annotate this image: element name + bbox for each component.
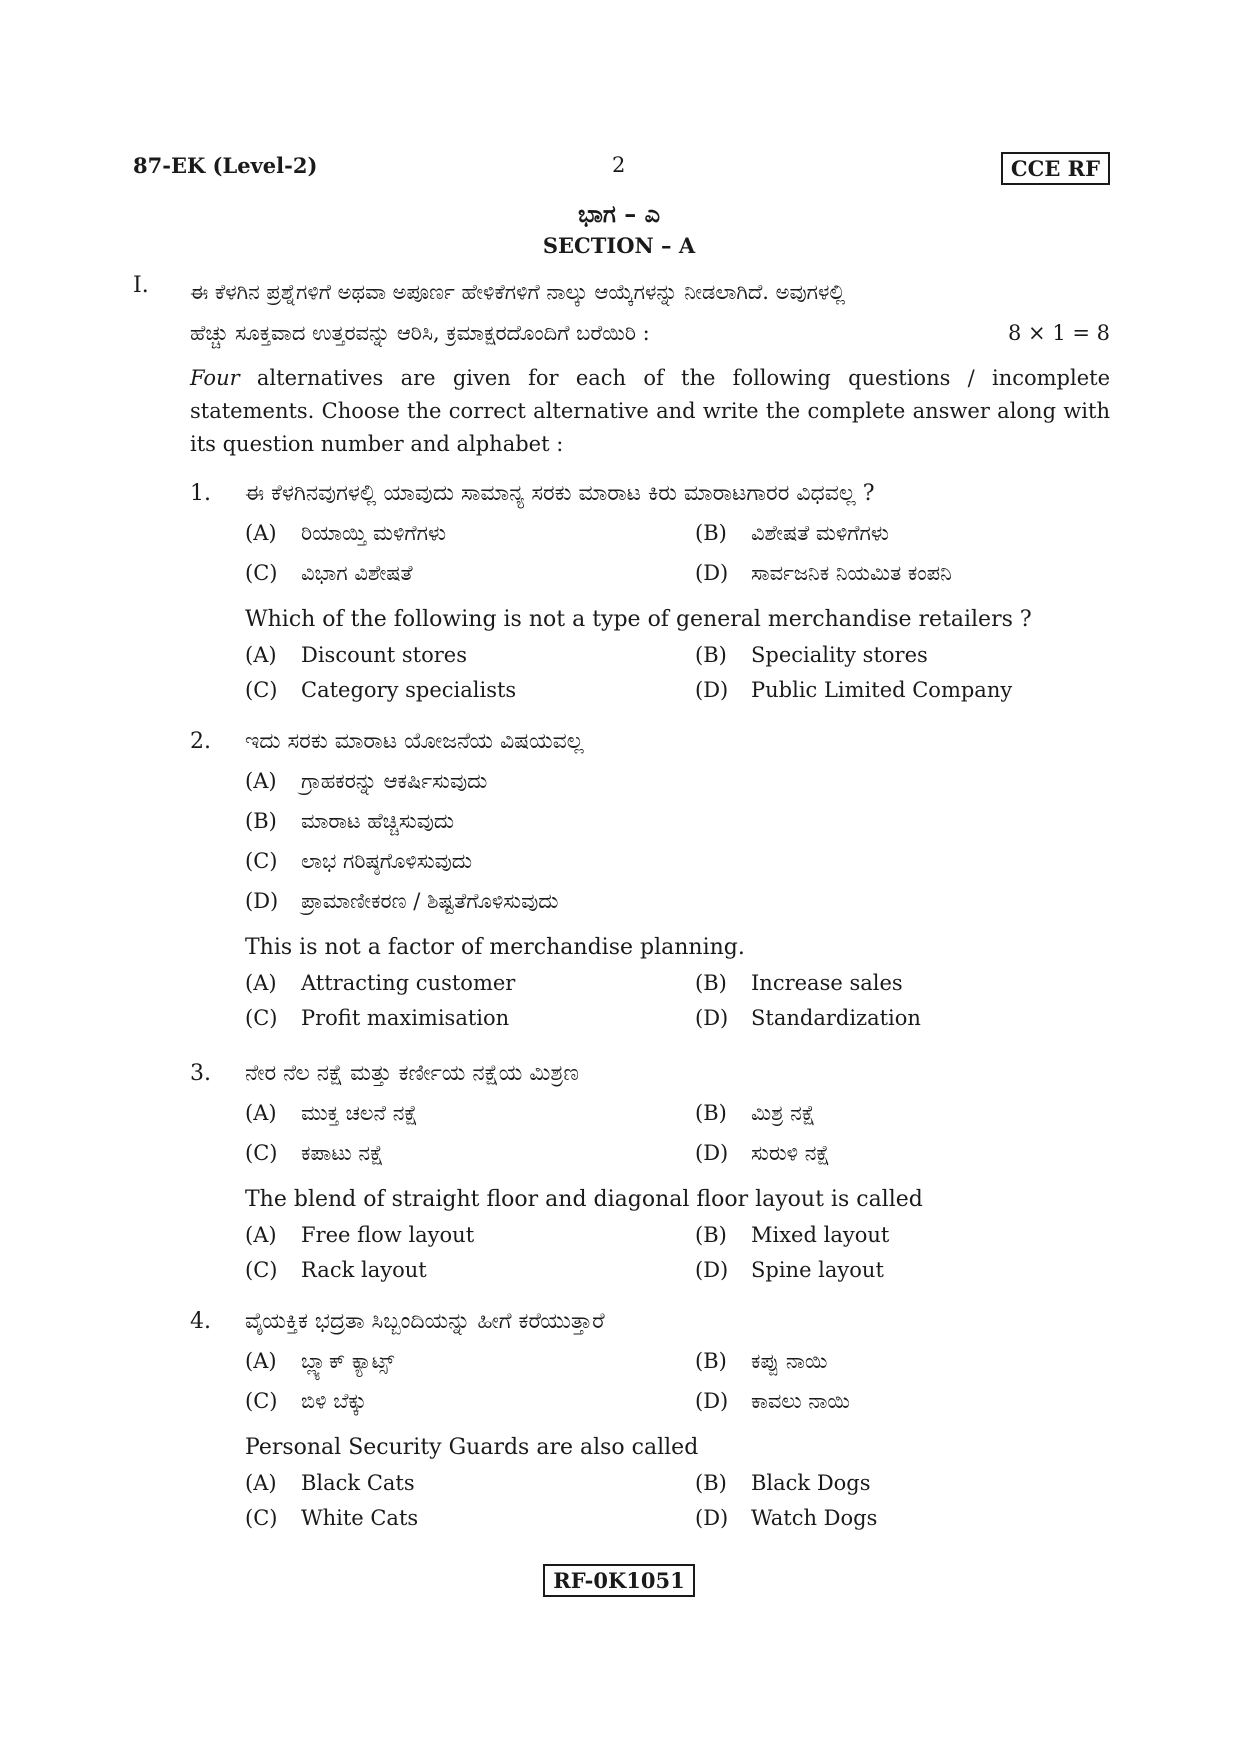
option-label: (C)	[245, 1258, 278, 1282]
option-text: ಲಾಭ ಗರಿಷ್ಠಗೊಳಿಸುವುದು	[301, 849, 472, 873]
section-number: I.	[133, 273, 149, 298]
instruction-english-text: alternatives are given for each of the following questions / incomplete statements. Choose the correct alternative and write the complete answer along with its question number and alphabet :	[190, 366, 1110, 456]
page-number: 2	[612, 153, 626, 177]
option-english-c	[245, 1257, 427, 1284]
option-text: Black Cats	[301, 1471, 415, 1495]
option-label: (D)	[695, 678, 729, 702]
option-text: Category specialists	[301, 678, 517, 702]
option-label: (B)	[695, 1101, 727, 1125]
section-title-english: SECTION – A	[542, 233, 696, 258]
cce-badge: CCE RF	[1001, 152, 1110, 185]
option-kannada-c	[245, 560, 413, 587]
option-kannada-b	[695, 1100, 815, 1127]
option-text: ಕಪಾಟು ನಕ್ಷೆ	[301, 1141, 384, 1165]
option-text: ಮುಕ್ತ ಚಲನೆ ನಕ್ಷೆ	[301, 1101, 418, 1125]
option-label: (A)	[245, 971, 277, 995]
section-title-kannada: ಭಾಗ – ಎ	[578, 199, 660, 228]
question-text-english: This is not a factor of merchandise planning.	[245, 935, 745, 960]
option-english-a	[245, 1222, 474, 1249]
option-english-c	[245, 1505, 418, 1532]
question-number: 3.	[190, 1061, 211, 1086]
instruction-english	[190, 362, 1110, 461]
option-kannada-d	[245, 888, 558, 915]
option-label: (D)	[695, 1141, 729, 1165]
option-kannada-c	[245, 1140, 384, 1167]
option-text: Discount stores	[301, 643, 468, 667]
option-text: ವಿಭಾಗ ವಿಶೇಷತೆ	[301, 561, 413, 585]
option-label: (C)	[245, 1389, 278, 1413]
option-label: (B)	[695, 1223, 727, 1247]
option-label: (D)	[695, 1258, 729, 1282]
option-english-c	[245, 1005, 509, 1032]
option-text: ಬಿಳಿ ಬೆಕ್ಕು	[301, 1389, 367, 1413]
instruction-kannada-line2: ಹೆಚ್ಚು ಸೂಕ್ತವಾದ ಉತ್ತರವನ್ನು ಆರಿಸಿ, ಕ್ರಮಾಕ್ಷರದೊಂದಿಗೆ ಬರೆಯಿರಿ :	[190, 321, 650, 345]
option-kannada-a	[245, 1348, 394, 1375]
option-label: (D)	[695, 1389, 729, 1413]
option-label: (C)	[245, 1506, 278, 1530]
option-text: ಮಾರಾಟ ಹೆಚ್ಚಿಸುವುದು	[301, 809, 455, 833]
option-label: (A)	[245, 1349, 277, 1373]
option-label: (A)	[245, 643, 277, 667]
option-label: (C)	[245, 1006, 278, 1030]
option-label: (B)	[695, 1349, 727, 1373]
option-label: (C)	[245, 678, 278, 702]
option-english-a	[245, 970, 515, 997]
option-text: ಕಾವಲು ನಾಯಿ	[751, 1389, 850, 1413]
option-english-d	[695, 677, 1012, 704]
option-label: (A)	[245, 521, 277, 545]
option-text: Attracting customer	[301, 971, 516, 995]
question-text-english: The blend of straight floor and diagonal floor layout is called	[245, 1187, 923, 1212]
option-kannada-a	[245, 520, 446, 547]
option-english-b	[695, 1470, 871, 1497]
option-kannada-b	[695, 520, 889, 547]
paper-code: 87-EK (Level-2)	[133, 153, 318, 178]
option-text: Profit maximisation	[301, 1006, 510, 1030]
option-kannada-d	[695, 1388, 850, 1415]
footer-code: RF-0K1051	[543, 1564, 694, 1597]
option-english-b	[695, 970, 903, 997]
option-text: Speciality stores	[751, 643, 928, 667]
question-number: 2.	[190, 729, 211, 754]
option-label: (C)	[245, 849, 278, 873]
option-label: (A)	[245, 1223, 277, 1247]
option-english-d	[695, 1505, 877, 1532]
option-kannada-c	[245, 848, 472, 875]
option-label: (D)	[695, 561, 729, 585]
option-text: Rack layout	[301, 1258, 427, 1282]
option-english-d	[695, 1257, 884, 1284]
question-text-english: Personal Security Guards are also called	[245, 1435, 699, 1460]
option-label: (C)	[245, 1141, 278, 1165]
option-kannada-b	[695, 1348, 827, 1375]
option-text: White Cats	[301, 1506, 419, 1530]
option-text: Public Limited Company	[751, 678, 1013, 702]
option-text: Increase sales	[751, 971, 903, 995]
instruction-emphasis: Four	[190, 366, 240, 390]
option-kannada-b	[245, 808, 454, 835]
question-text-english: Which of the following is not a type of general merchandise retailers ?	[245, 607, 1032, 632]
option-label: (A)	[245, 1101, 277, 1125]
option-label: (D)	[245, 889, 279, 913]
option-text: ಗ್ರಾಹಕರನ್ನು ಆಕರ್ಷಿಸುವುದು	[301, 769, 488, 793]
option-english-b	[695, 642, 928, 669]
marks-allotted: 8 × 1 = 8	[1008, 321, 1110, 345]
option-label: (D)	[695, 1006, 729, 1030]
option-text: ರಿಯಾಯ್ತಿ ಮಳಿಗೆಗಳು	[301, 521, 447, 545]
question-text-kannada: ನೇರ ನೆಲ ನಕ್ಷೆ ಮತ್ತು ಕರ್ಣೀಯ ನಕ್ಷೆಯ ಮಿಶ್ರಣ	[245, 1061, 579, 1086]
question-text-kannada: ವೈಯಕ್ತಿಕ ಭದ್ರತಾ ಸಿಬ್ಬಂದಿಯನ್ನು ಹೀಗೆ ಕರೆಯುತ್ತಾರೆ	[245, 1309, 605, 1334]
option-label: (B)	[695, 521, 727, 545]
option-english-a	[245, 642, 467, 669]
option-text: ಮಿಶ್ರ ನಕ್ಷೆ	[751, 1101, 816, 1125]
option-text: Black Dogs	[751, 1471, 871, 1495]
question-text-kannada: ಈ ಕೆಳಗಿನವುಗಳಲ್ಲಿ ಯಾವುದು ಸಾಮಾನ್ಯ ಸರಕು ಮಾರಾಟ ಕಿರು ಮಾರಾಟಗಾರರ ವಿಧವಲ್ಲ ?	[245, 481, 875, 506]
option-label: (A)	[245, 769, 277, 793]
instruction-kannada	[190, 272, 1110, 354]
option-kannada-a	[245, 768, 487, 795]
option-label: (A)	[245, 1471, 277, 1495]
option-english-d	[695, 1005, 921, 1032]
question-text-kannada: ಇದು ಸರಕು ಮಾರಾಟ ಯೋಜನೆಯ ವಿಷಯವಲ್ಲ	[245, 729, 584, 754]
option-label: (B)	[695, 1471, 727, 1495]
option-label: (B)	[695, 971, 727, 995]
option-text: ಸುರುಳಿ ನಕ್ಷೆ	[751, 1141, 830, 1165]
option-text: ಸಾರ್ವಜನಿಕ ನಿಯಮಿತ ಕಂಪನಿ	[751, 561, 952, 585]
option-english-c	[245, 677, 516, 704]
option-text: ಬ್ಲ್ಯಾಕ್ ಕ್ಯಾಟ್ಸ್	[301, 1349, 395, 1373]
option-label: (C)	[245, 561, 278, 585]
option-text: Free flow layout	[301, 1223, 475, 1247]
option-kannada-c	[245, 1388, 367, 1415]
option-text: ಕಪ್ಪು ನಾಯಿ	[751, 1349, 828, 1373]
option-kannada-a	[245, 1100, 418, 1127]
option-text: ವಿಶೇಷತೆ ಮಳಿಗೆಗಳು	[751, 521, 889, 545]
option-text: Standardization	[751, 1006, 921, 1030]
instruction-kannada-line1: ಈ ಕೆಳಗಿನ ಪ್ರಶ್ನೆಗಳಿಗೆ ಅಥವಾ ಅಪೂರ್ಣ ಹೇಳಿಕೆಗಳಿಗೆ ನಾಲ್ಕು ಆಯ್ಕೆಗಳನ್ನು ನೀಡಲಾಗಿದೆ. ಅವುಗಳಲ್ಲಿ	[190, 280, 846, 304]
question-number: 1.	[190, 481, 211, 506]
option-label: (B)	[695, 643, 727, 667]
option-label: (D)	[695, 1506, 729, 1530]
option-english-a	[245, 1470, 415, 1497]
option-kannada-d	[695, 1140, 830, 1167]
option-text: ಪ್ರಾಮಾಣೀಕರಣ / ಶಿಷ್ಟತೆಗೊಳಿಸುವುದು	[301, 889, 559, 913]
option-kannada-d	[695, 560, 952, 587]
option-text: Spine layout	[751, 1258, 884, 1282]
option-label: (B)	[245, 809, 277, 833]
option-english-b	[695, 1222, 889, 1249]
question-number: 4.	[190, 1309, 211, 1334]
option-text: Watch Dogs	[751, 1506, 878, 1530]
option-text: Mixed layout	[751, 1223, 890, 1247]
